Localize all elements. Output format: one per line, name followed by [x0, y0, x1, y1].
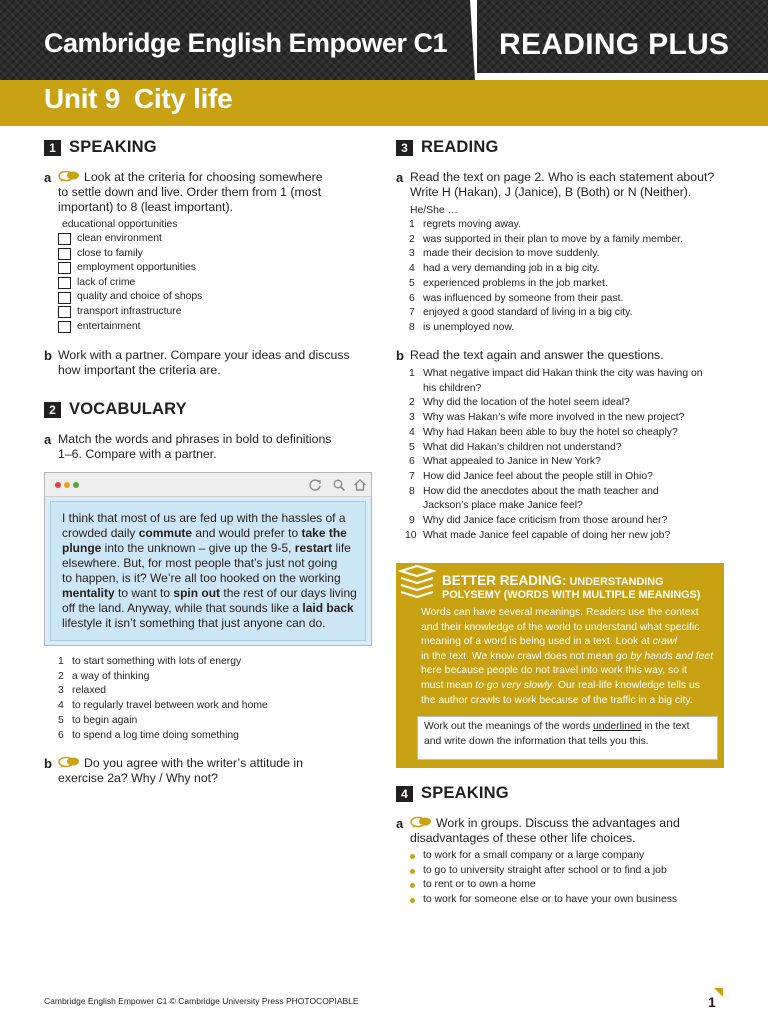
- statements-list: [409, 218, 729, 336]
- list-item: 4 to regularly travel between work and home: [58, 700, 268, 712]
- list-item: 8 How did the anecdotes about the math teacher and: [409, 485, 659, 497]
- list-item: 10 What made Janice feel capable of doing her new job?: [405, 529, 671, 541]
- bold-word-laid-back: laid back: [302, 601, 354, 615]
- list-item: 1 to start something with lots of energy: [58, 656, 242, 667]
- exercise-label: a: [44, 170, 52, 185]
- bold-word-take-the: take the: [301, 526, 347, 540]
- exercise-label: b: [396, 348, 404, 363]
- list-item: 3 made their decision to move suddenly.: [409, 248, 600, 260]
- section-number: 3: [396, 140, 413, 156]
- book-title: Cambridge English Empower C1: [44, 28, 448, 58]
- section-number: 1: [44, 140, 61, 156]
- list-item: 3 Why was Hakan’s wife more involved in the new project?: [409, 412, 685, 424]
- criteria-item[interactable]: transport infrastructure: [58, 305, 202, 320]
- list-item: 6 was influenced by someone from their past.: [409, 292, 624, 304]
- section-title: READING: [421, 138, 499, 156]
- better-reading-heading: BETTER READING: UNDERSTANDING POLYSEMY (WORDS WITH MULTIPLE MEANINGS): [442, 573, 701, 601]
- list-item: 5 experienced problems in the job market.: [409, 277, 608, 289]
- list-item: 2 a way of thinking: [58, 670, 150, 682]
- search-icon: [332, 478, 346, 492]
- heshe-label: He/She …: [410, 205, 458, 216]
- checkbox[interactable]: [58, 306, 71, 318]
- list-item: 1 regrets moving away.: [409, 219, 521, 230]
- bold-word-mentality: mentality: [62, 586, 115, 600]
- list-item: 8 is unemployed now.: [409, 321, 515, 333]
- section-2-heading: [44, 400, 187, 419]
- speaking-icon: [410, 816, 432, 829]
- checkbox[interactable]: [58, 262, 71, 274]
- home-icon: [353, 478, 367, 492]
- checkbox[interactable]: [58, 321, 71, 333]
- browser-dot-green: [73, 482, 79, 488]
- checkbox[interactable]: [58, 248, 71, 260]
- definitions-list: [58, 655, 368, 743]
- series-title: READING PLUS: [499, 28, 730, 61]
- life-choices-list: [410, 849, 677, 908]
- exercise-label: a: [396, 170, 404, 185]
- checkbox[interactable]: [58, 292, 71, 304]
- section-4-heading: [396, 784, 509, 803]
- criteria-item[interactable]: entertainment: [58, 320, 202, 335]
- reading-paragraph: I think that most of us are fed up with the hassles of a crowded daily commute and would prefer to take the plunge into the unknown – give up the 9-5, restart life elsewhere. But, for most people that’s just not going to happen, is it? We’re all too hooked on the working mentality to want to spin out the rest of our days living off the land. Anyway, while that sounds like a laid back lifestyle it isn’t something that just anyone can do.: [62, 511, 357, 630]
- list-item: 4 Why had Hakan been able to buy the hotel so cheaply?: [409, 426, 678, 438]
- list-item: 3 relaxed: [58, 685, 107, 697]
- speaking-icon: [58, 170, 80, 183]
- list-item: Jackson’s place make Janice feel?: [423, 500, 583, 512]
- speaking-icon: [58, 756, 80, 769]
- list-item: to work for someone else or to have your own business: [410, 893, 677, 908]
- refresh-icon: [308, 478, 322, 492]
- criteria-item[interactable]: close to family: [58, 247, 202, 262]
- criteria-item[interactable]: employment opportunities: [58, 261, 202, 276]
- list-item: 6 What appealed to Janice in New York?: [409, 456, 601, 468]
- list-item: 7 enjoyed a good standard of living in a big city.: [409, 307, 633, 319]
- browser-dot-yellow: [64, 482, 70, 488]
- bold-word-restart: restart: [294, 541, 333, 555]
- list-item: 2 was supported in their plan to move by a family member.: [409, 233, 683, 245]
- section-number: 2: [44, 402, 61, 418]
- exercise-label: a: [44, 432, 52, 447]
- list-item: to work for a small company or a large company: [410, 849, 677, 864]
- bold-word-plunge: plunge: [62, 541, 102, 555]
- section-title: SPEAKING: [69, 138, 157, 156]
- exercise-label: a: [396, 816, 404, 831]
- books-icon: [398, 565, 436, 599]
- page-number: 1: [708, 994, 716, 1010]
- criteria-item[interactable]: clean environment: [58, 232, 202, 247]
- bold-word-commute: commute: [138, 526, 193, 540]
- unit-title: City life: [133, 83, 233, 114]
- browser-dot-red: [55, 482, 61, 488]
- exercise-label: b: [44, 348, 52, 363]
- list-item: to go to university straight after school or to find a job: [410, 864, 677, 879]
- criteria-list: [58, 232, 202, 334]
- section-title: SPEAKING: [421, 784, 509, 802]
- criteria-item[interactable]: lack of crime: [58, 276, 202, 291]
- checkbox[interactable]: [58, 233, 71, 245]
- exercise-label: b: [44, 756, 52, 771]
- list-item: 7 How did Janice feel about the people still in Ohio?: [409, 470, 653, 482]
- copyright-footer: Cambridge English Empower C1 © Cambridge University Press PHOTOCOPIABLE: [44, 996, 359, 1006]
- better-reading-text: Words can have several meanings. Readers use the context and their knowledge of the world to understand what specific meaning of a word is being used in a text. Look at crawl in the text. We know crawl does not mean go by hands and feet here because people do not travel into work this way, so it must mean to go very slowly. Our real-life knowledge tells us the author crawls to work because of the traffic in a big city.: [421, 607, 714, 706]
- section-1-heading: [44, 138, 157, 157]
- criteria-item[interactable]: quality and choice of shops: [58, 290, 202, 305]
- list-item: to rent or to own a home: [410, 878, 677, 893]
- list-item: 4 had a very demanding job in a big city.: [409, 263, 600, 275]
- unit-heading: [44, 83, 232, 115]
- list-item: 1 What negative impact did Hakan think the city was having on: [409, 368, 703, 379]
- section-number: 4: [396, 786, 413, 802]
- list-item: 2 Why did the location of the hotel seem ideal?: [409, 397, 630, 409]
- list-item: 5 What did Hakan’s children not understand?: [409, 441, 622, 453]
- better-reading-task: Work out the meanings of the words underlined in the text and write down the information that tells you this.: [417, 716, 718, 760]
- browser-text-box: [44, 472, 372, 646]
- checkbox[interactable]: [58, 277, 71, 289]
- criteria-heading: educational opportunities: [62, 219, 178, 230]
- text-panel: [50, 501, 366, 641]
- section-title: VOCABULARY: [69, 400, 187, 418]
- browser-toolbar: [45, 473, 371, 497]
- list-item: 6 to spend a log time doing something: [58, 729, 239, 741]
- list-item: 9 Why did Janice face criticism from those around her?: [409, 515, 668, 527]
- list-item: 5 to begin again: [58, 714, 138, 726]
- section-3-heading: [396, 138, 499, 157]
- questions-list: [405, 367, 735, 543]
- unit-label: Unit 9: [44, 83, 120, 114]
- list-item: his children?: [423, 382, 482, 394]
- bold-word-spin-out: spin out: [173, 586, 221, 600]
